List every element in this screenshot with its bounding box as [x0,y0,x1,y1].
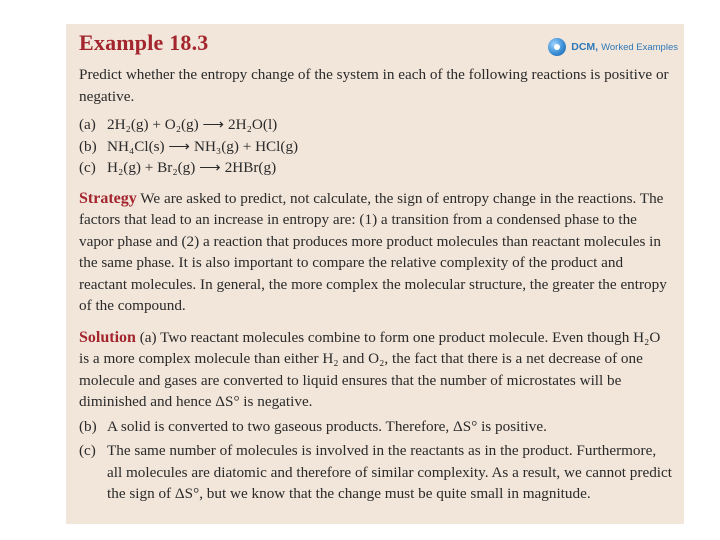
reaction-equation: NH₄Cl(s) ⟶ NH₃(g) + HCl(g) [107,137,299,155]
solution-part-text: The same number of molecules is involved in the reactants as in the product. Furthermore, all molecules are diatomic and therefore of similar complexity. As a result, we cannot predict the sign of ΔS°, but we know that the change must be quite small in magnitude. [107,442,672,502]
solution-part-text: Two reactant molecules combine to form one product molecule. Even though H₂O is a more complex molecule than either H₂ and O₂, the fact that there is a net decrease of one molecule and gases are converted to liquid ensures that the number of microstates will be diminished and hence ΔS° is negative. [79,328,661,410]
solution-part-label: (a) [139,328,157,346]
strategy-paragraph [79,188,674,317]
solution-heading: Solution [79,328,136,346]
reaction-item [79,157,674,179]
example-body [79,64,674,505]
reaction-label: (a) [79,116,96,133]
solution-part-label: (c) [79,442,96,459]
solution-part-c [79,440,674,505]
reaction-item [79,136,674,158]
solution-part-text: A solid is converted to two gaseous products. Therefore, ΔS° is positive. [107,417,547,435]
reaction-label: (b) [79,137,97,155]
strategy-heading: Strategy [79,189,137,207]
solution-part-a [79,327,674,413]
reaction-label: (c) [79,159,96,176]
example-title: Example 18.3 [79,30,209,55]
strategy-text: We are asked to predict, not calculate, the sign of entropy change in the reactions. The factors that lead to an increase in entropy are: (1) a transition from a condensed phase to the vapor phase and (2) a reaction that produces more product molecules than reactant molecules in the same phase. It is also important to compare the relative complexity of the product and reactant molecules. In general, the more complex the molecular structure, the greater the entropy of the compound. [79,189,667,314]
disc-icon [548,38,566,56]
solution-section [79,327,674,505]
solution-part-b [79,416,674,438]
reaction-item [79,114,674,136]
reaction-list [79,114,674,179]
example-panel [66,24,684,524]
badge-main: DCM, [571,41,599,53]
reaction-equation: 2H₂(g) + O₂(g) ⟶ 2H₂O(l) [107,116,278,133]
question-intro: Predict whether the entropy change of the system in each of the following reactions is positive or negative. [79,66,669,105]
reaction-equation: H₂(g) + Br₂(g) ⟶ 2HBr(g) [107,159,277,176]
badge-sub: Worked Examples [601,41,678,53]
solution-part-label: (b) [79,417,97,435]
worked-examples-badge[interactable] [548,38,678,56]
